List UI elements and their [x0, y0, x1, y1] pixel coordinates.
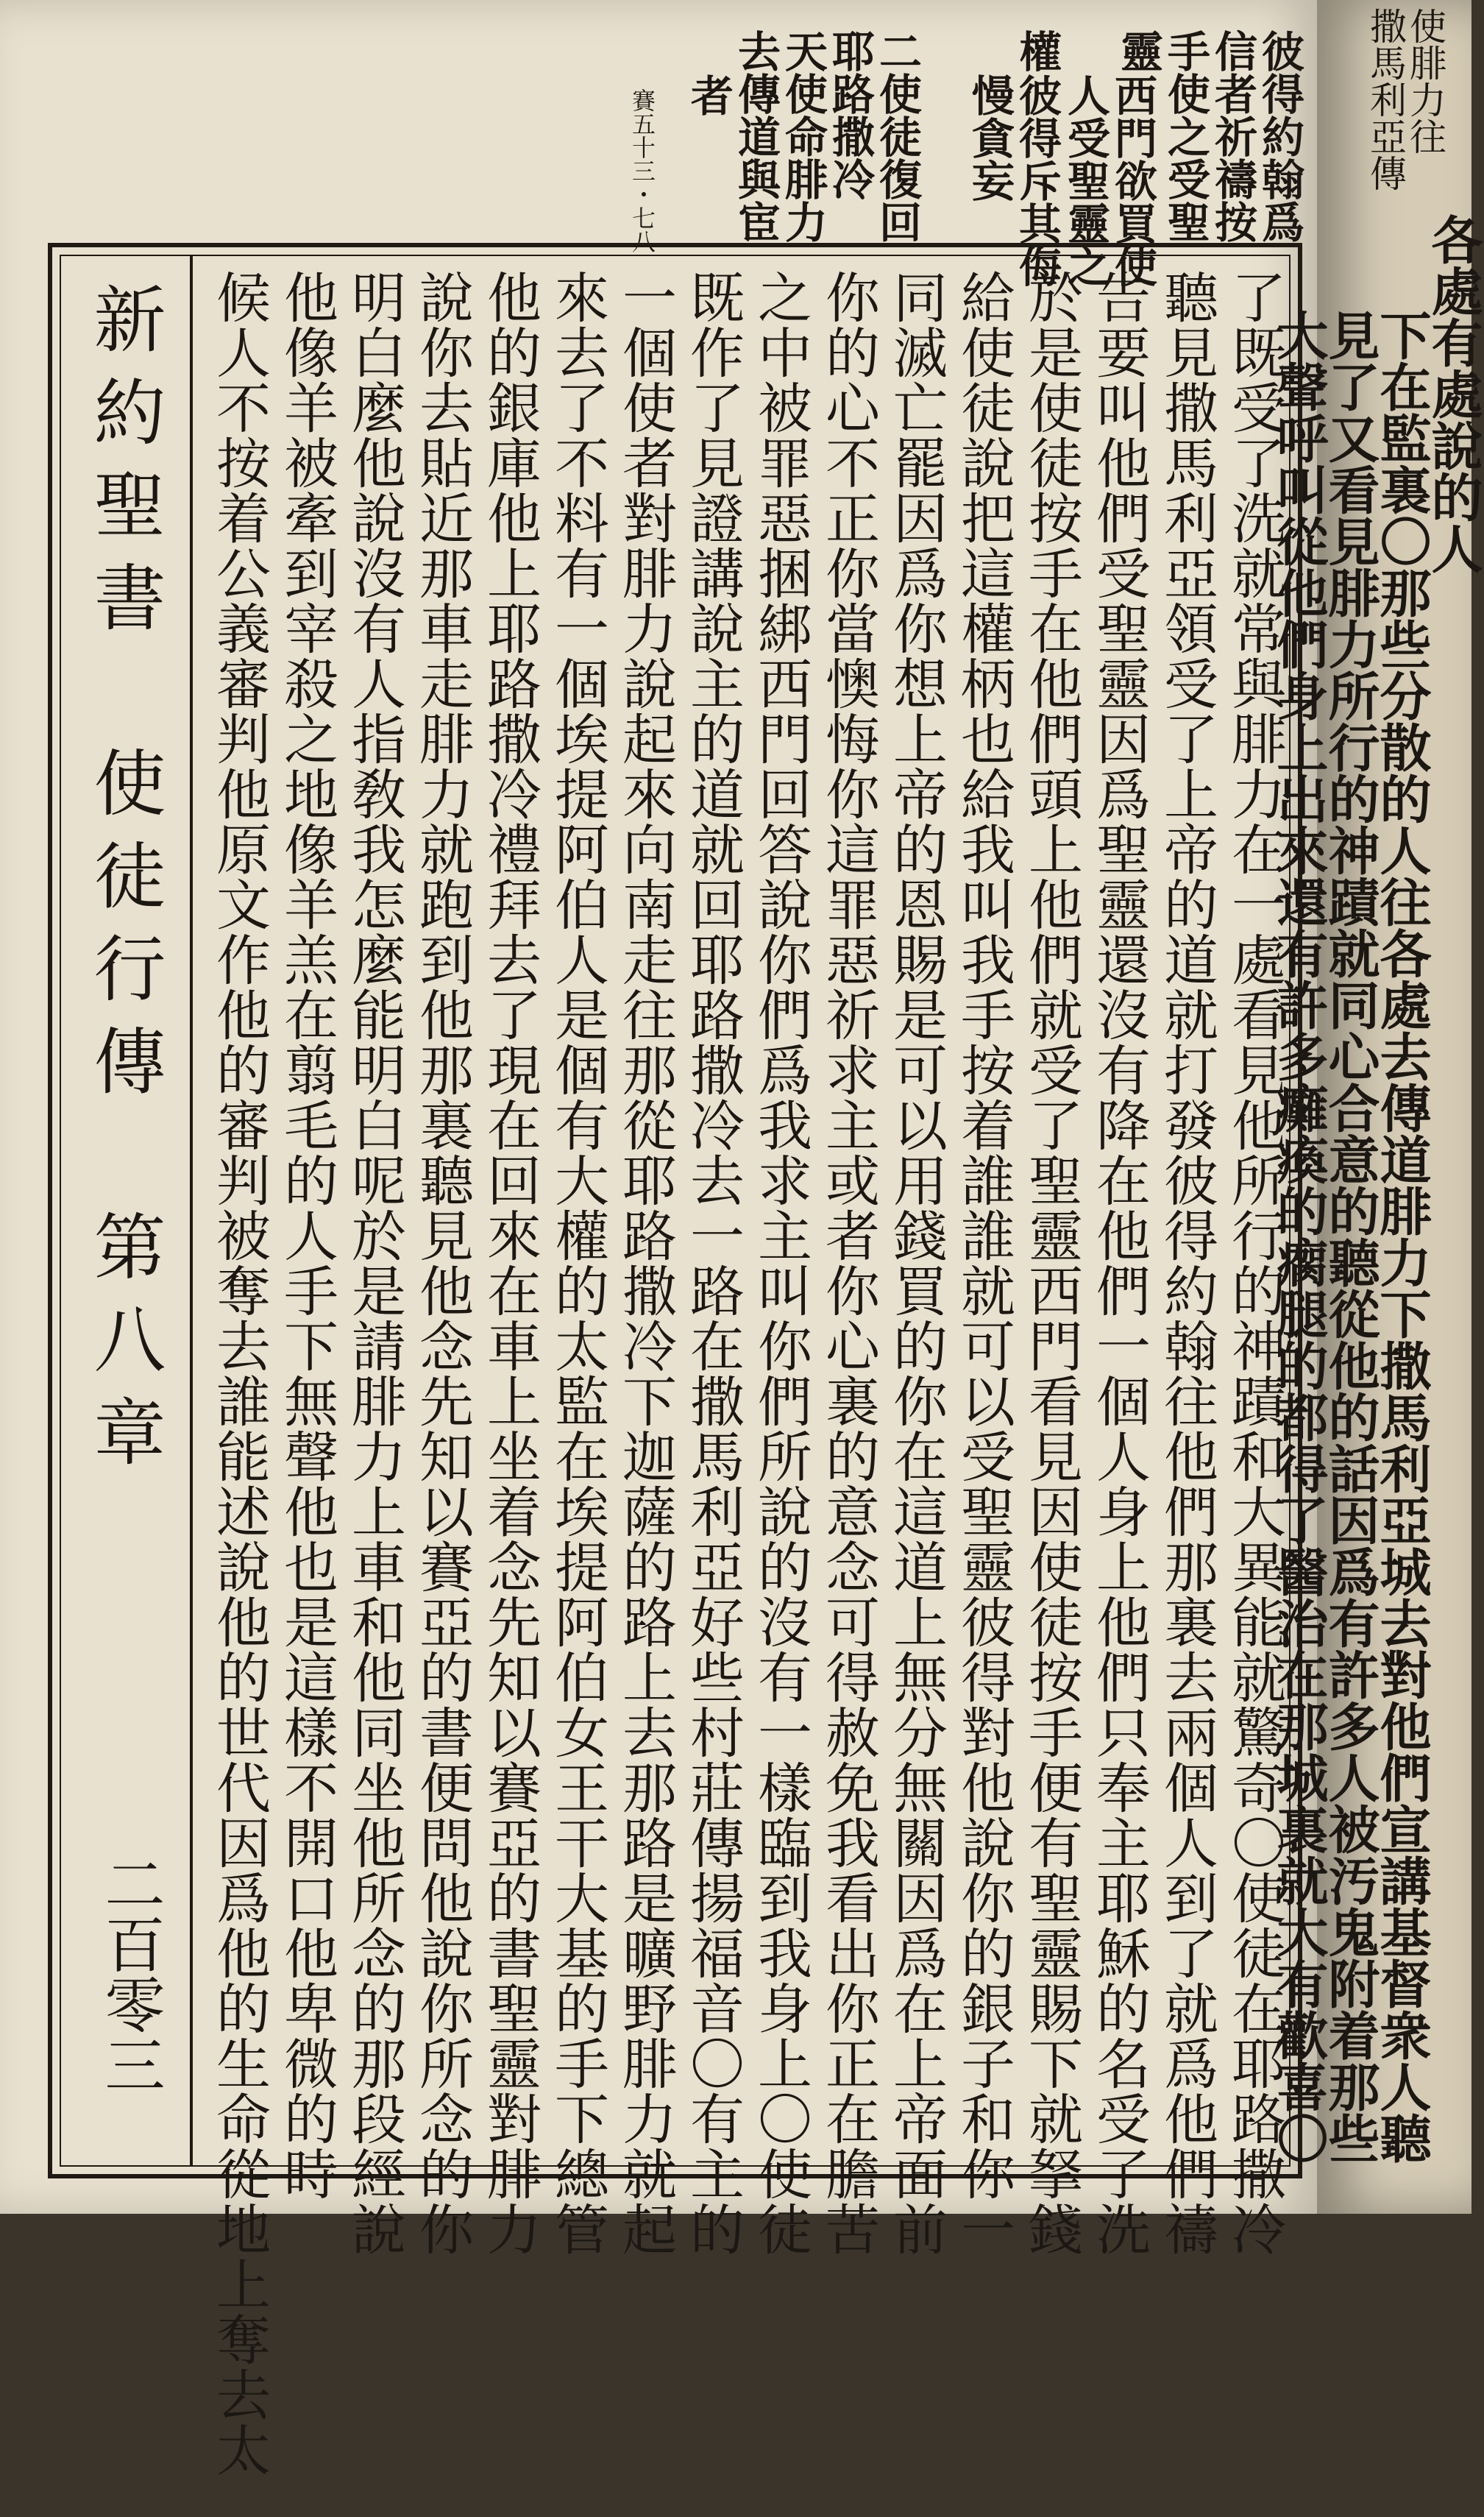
marginal-note: 靈 — [1113, 29, 1163, 72]
marginal-note: 手使之受聖 — [1160, 29, 1210, 243]
marginal-note: 慢貪妄 — [965, 74, 1015, 202]
marginal-note: 天使命腓力 — [778, 29, 828, 243]
marginal-note: 信者祈禱按 — [1207, 29, 1257, 243]
text-frame — [48, 243, 1302, 2477]
text-column: 來去了不料有一個埃提阿伯人是個有大權的太監在埃提阿伯女王干大基的手下總管 — [546, 269, 609, 2256]
text-column: 他像羊被牽到宰殺之地像羊羔在翦毛的人手下無聲他也是這樣不開口他卑微的時 — [275, 269, 338, 2201]
marginal-note: 西門欲買使 — [1107, 74, 1157, 287]
facing-text-column: 見了又看見腓力所行的神蹟就同心合意的聽從他的話因爲有許多人被汚鬼附着那些 — [1320, 309, 1381, 2164]
text-column: 候人不按着公義審判他原文作他的審判被奪去誰能述說他的世代因爲他的生命從地上奪去太 — [207, 269, 271, 2477]
text-column: 說你去貼近那車走腓力就跑到他那裏聽見他念先知以賽亞的書便問他說你所念的你 — [411, 269, 474, 2256]
body-text — [201, 269, 1290, 2477]
marginal-notes — [508, 29, 1304, 287]
marginal-note: 彼得斥其侮 — [1012, 74, 1062, 287]
facing-text-column: 大聲呼叫從他們身上出來還有許多癱瘓的瘸腿的都得了醫治在那城裏就大有歡喜〇 — [1268, 309, 1329, 2164]
facing-marginal-note: 撒馬利亞傳 — [1364, 7, 1407, 191]
text-column: 你的心不正你當懊悔你這罪惡祈求主或者你心裏的意念可得赦免我看出你正在膽苦 — [817, 269, 880, 2256]
text-column: 告要叫他們受聖靈因爲聖靈還沒有降在他們一個人身上他們只奉主耶穌的名受了洗 — [1087, 269, 1151, 2256]
text-column: 聽見撒馬利亞領受了上帝的道就打發彼得約翰往他們那裏去兩個人到了就爲他們禱 — [1155, 269, 1218, 2256]
marginal-note: 權 — [1012, 29, 1062, 72]
facing-text-column: 下在監裏〇那些分散的人往各處去傳道腓力下撒馬利亞城去對他們宣講基督衆人聽 — [1371, 309, 1432, 2164]
facing-marginal-note: 使腓力往 — [1404, 7, 1446, 155]
text-column: 之中被罪惡捆綁西門回答說你們爲我求主叫你們所說的沒有一樣臨到我身上〇使徒 — [749, 269, 812, 2256]
page-number: 二百零三 — [95, 1853, 165, 2095]
facing-text-column: 各處有處說的人 — [1423, 213, 1484, 574]
scripture-reference: 賽五十三・七八 — [628, 88, 656, 253]
marginal-note: 二使徒復回 — [872, 29, 922, 243]
running-head-strip — [61, 256, 193, 2165]
text-column: 一個使者對腓力說起來向南走往那從耶路撒冷下迦薩的路上去那路是曠野腓力就起 — [614, 269, 677, 2256]
text-column: 於是使徒按手在他們頭上他們就受了聖靈西門看見因使徒按手便有聖靈賜下就拏錢 — [1020, 269, 1083, 2256]
running-head: 新約聖書 使徒行傳 第八章 — [82, 282, 166, 1487]
text-column: 同滅亡罷因爲你想上帝的恩賜是可以用錢買的你在這道上無分無關因爲在上帝面前 — [884, 269, 948, 2256]
marginal-note: 人受聖靈之 — [1060, 74, 1110, 287]
marginal-note: 彼得約翰爲 — [1254, 29, 1304, 243]
text-frame-inner — [60, 255, 1290, 2477]
marginal-note: 耶路撒冷 — [825, 29, 875, 200]
text-column: 他的銀庫他上耶路撒冷禮拜去了現在回來在車上坐着念先知以賽亞的書聖靈對腓力 — [478, 269, 542, 2256]
text-column: 明白麼他說沒有人指敎我怎麼能明白呢於是請腓力上車和他同坐他所念的那段經說 — [343, 269, 406, 2256]
text-column: 了既受了洗就常與腓力在一處看見他所行的神蹟和大異能就驚奇〇使徒在耶路撒冷 — [1223, 269, 1286, 2256]
marginal-note: 者 — [684, 74, 734, 116]
text-column: 既作了見證講說主的道就回耶路撒冷去一路在撒馬利亞好些村莊傳揚福音〇有主的 — [681, 269, 745, 2256]
marginal-note: 去傳道與宦 — [731, 29, 781, 243]
text-column: 給使徒說把這權柄也給我叫我手按着誰誰就可以受聖靈彼得對他說你的銀子和你一 — [952, 269, 1015, 2256]
